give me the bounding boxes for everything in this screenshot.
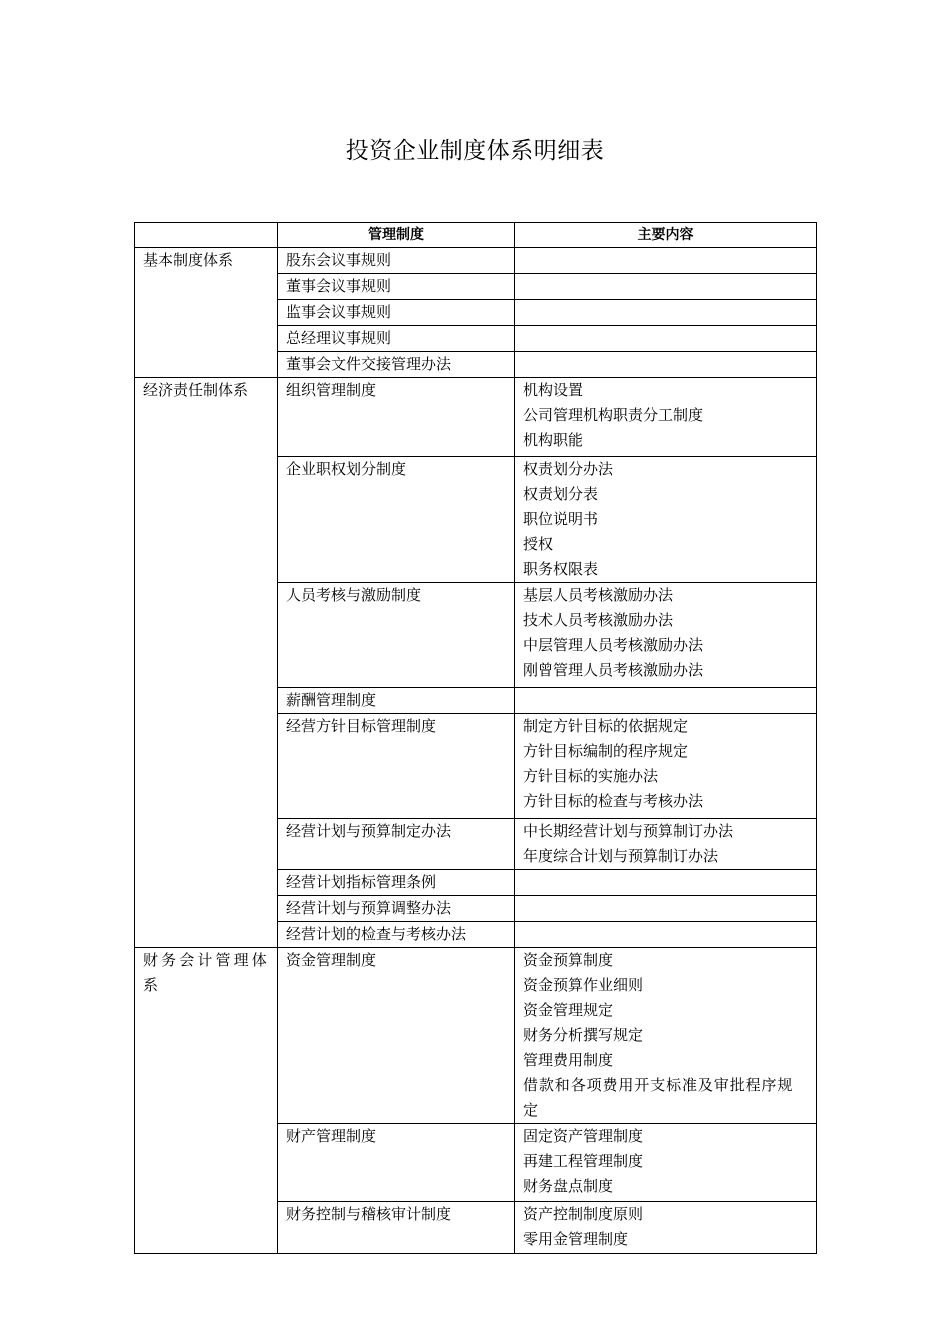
content-item: 职位说明书 bbox=[523, 510, 599, 528]
management-system-label: 总经理议事规则 bbox=[286, 329, 392, 347]
management-system-label: 董事会文件交接管理办法 bbox=[286, 355, 452, 373]
management-system-cell bbox=[278, 583, 515, 688]
main-content-cell bbox=[515, 457, 817, 583]
management-system-cell bbox=[278, 352, 515, 378]
main-content-cell bbox=[515, 378, 817, 457]
content-item: 固定资产管理制度 bbox=[523, 1127, 644, 1145]
category-label: 财务会计管理体系 bbox=[143, 951, 269, 994]
category-label: 基本制度体系 bbox=[143, 251, 234, 269]
content-item: 财务分析撰写规定 bbox=[523, 1026, 644, 1044]
table-body bbox=[135, 248, 817, 1254]
content-item: 基层人员考核激励办法 bbox=[523, 586, 674, 604]
management-system-cell bbox=[278, 896, 515, 922]
management-system-cell bbox=[278, 274, 515, 300]
category-cell bbox=[135, 248, 278, 378]
content-item: 公司管理机构职责分工制度 bbox=[523, 406, 704, 424]
main-content-cell bbox=[515, 714, 817, 819]
main-content-cell bbox=[515, 896, 817, 922]
management-system-cell bbox=[278, 819, 515, 870]
main-content-cell bbox=[515, 583, 817, 688]
header-management-system: 管理制度 bbox=[278, 223, 515, 248]
content-item: 再建工程管理制度 bbox=[523, 1152, 644, 1170]
management-system-cell bbox=[278, 870, 515, 896]
content-item: 借款和各项费用开支标准及审批程序规定 bbox=[523, 1076, 794, 1119]
content-item: 零用金管理制度 bbox=[523, 1230, 629, 1248]
content-item: 财务盘点制度 bbox=[523, 1177, 614, 1195]
table-row bbox=[135, 948, 817, 1124]
management-system-cell bbox=[278, 922, 515, 948]
content-item: 技术人员考核激励办法 bbox=[523, 611, 674, 629]
content-item: 权责划分办法 bbox=[523, 460, 614, 478]
category-label: 经济责任制体系 bbox=[143, 381, 249, 399]
content-item: 授权 bbox=[523, 535, 554, 553]
management-system-label: 财产管理制度 bbox=[286, 1127, 377, 1145]
main-content-cell bbox=[515, 819, 817, 870]
main-content-cell bbox=[515, 326, 817, 352]
main-content-cell bbox=[515, 688, 817, 714]
content-item: 职务权限表 bbox=[523, 560, 599, 578]
management-system-label: 人员考核与激励制度 bbox=[286, 586, 422, 604]
management-system-cell bbox=[278, 688, 515, 714]
management-system-cell bbox=[278, 300, 515, 326]
content-item: 资金管理规定 bbox=[523, 1001, 614, 1019]
content-item: 刚曾管理人员考核激励办法 bbox=[523, 661, 704, 679]
main-content-cell bbox=[515, 300, 817, 326]
management-system-label: 股东会议事规则 bbox=[286, 251, 392, 269]
management-system-label: 监事会议事规则 bbox=[286, 303, 392, 321]
main-content-cell bbox=[515, 1124, 817, 1202]
content-item: 资产控制制度原则 bbox=[523, 1205, 644, 1223]
management-system-cell bbox=[278, 248, 515, 274]
main-content-cell bbox=[515, 352, 817, 378]
management-system-label: 组织管理制度 bbox=[286, 381, 377, 399]
main-content-cell bbox=[515, 274, 817, 300]
management-system-cell bbox=[278, 948, 515, 1124]
content-item: 中长期经营计划与预算制订办法 bbox=[523, 822, 734, 840]
management-system-label: 经营计划与预算制定办法 bbox=[286, 822, 452, 840]
content-item: 中层管理人员考核激励办法 bbox=[523, 636, 704, 654]
management-system-cell bbox=[278, 714, 515, 819]
management-system-cell bbox=[278, 1124, 515, 1202]
management-system-cell bbox=[278, 1202, 515, 1254]
content-item: 方针目标的检查与考核办法 bbox=[523, 792, 704, 810]
main-content-cell bbox=[515, 1202, 817, 1254]
system-table bbox=[134, 222, 817, 1254]
management-system-cell bbox=[278, 326, 515, 352]
management-system-label: 经营方针目标管理制度 bbox=[286, 717, 437, 735]
management-system-label: 企业职权划分制度 bbox=[286, 460, 407, 478]
header-main-content: 主要内容 bbox=[515, 223, 817, 248]
content-item: 机构职能 bbox=[523, 431, 584, 449]
content-item: 权责划分表 bbox=[523, 485, 599, 503]
content-item: 资金预算制度 bbox=[523, 951, 614, 969]
management-system-label: 薪酬管理制度 bbox=[286, 691, 377, 709]
management-system-label: 资金管理制度 bbox=[286, 951, 377, 969]
content-item: 年度综合计划与预算制订办法 bbox=[523, 847, 719, 865]
main-content-cell bbox=[515, 922, 817, 948]
content-item: 方针目标编制的程序规定 bbox=[523, 742, 689, 760]
content-item: 管理费用制度 bbox=[523, 1051, 614, 1069]
management-system-label: 董事会议事规则 bbox=[286, 277, 392, 295]
main-content-cell bbox=[515, 870, 817, 896]
page-title: 投资企业制度体系明细表 bbox=[345, 138, 605, 164]
management-system-cell bbox=[278, 457, 515, 583]
content-item: 机构设置 bbox=[523, 381, 584, 399]
management-system-cell bbox=[278, 378, 515, 457]
content-item: 资金预算作业细则 bbox=[523, 976, 644, 994]
content-item: 制定方针目标的依据规定 bbox=[523, 717, 689, 735]
table-row bbox=[135, 248, 817, 274]
management-system-label: 经营计划指标管理条例 bbox=[286, 873, 437, 891]
table-header-row bbox=[135, 223, 817, 248]
content-item: 方针目标的实施办法 bbox=[523, 767, 659, 785]
category-cell bbox=[135, 948, 278, 1254]
management-system-label: 经营计划与预算调整办法 bbox=[286, 899, 452, 917]
main-content-cell bbox=[515, 248, 817, 274]
table-row bbox=[135, 378, 817, 457]
management-system-label: 经营计划的检查与考核办法 bbox=[286, 925, 467, 943]
management-system-label: 财务控制与稽核审计制度 bbox=[286, 1205, 452, 1223]
main-content-cell bbox=[515, 948, 817, 1124]
category-cell bbox=[135, 378, 278, 948]
header-category bbox=[135, 223, 278, 248]
